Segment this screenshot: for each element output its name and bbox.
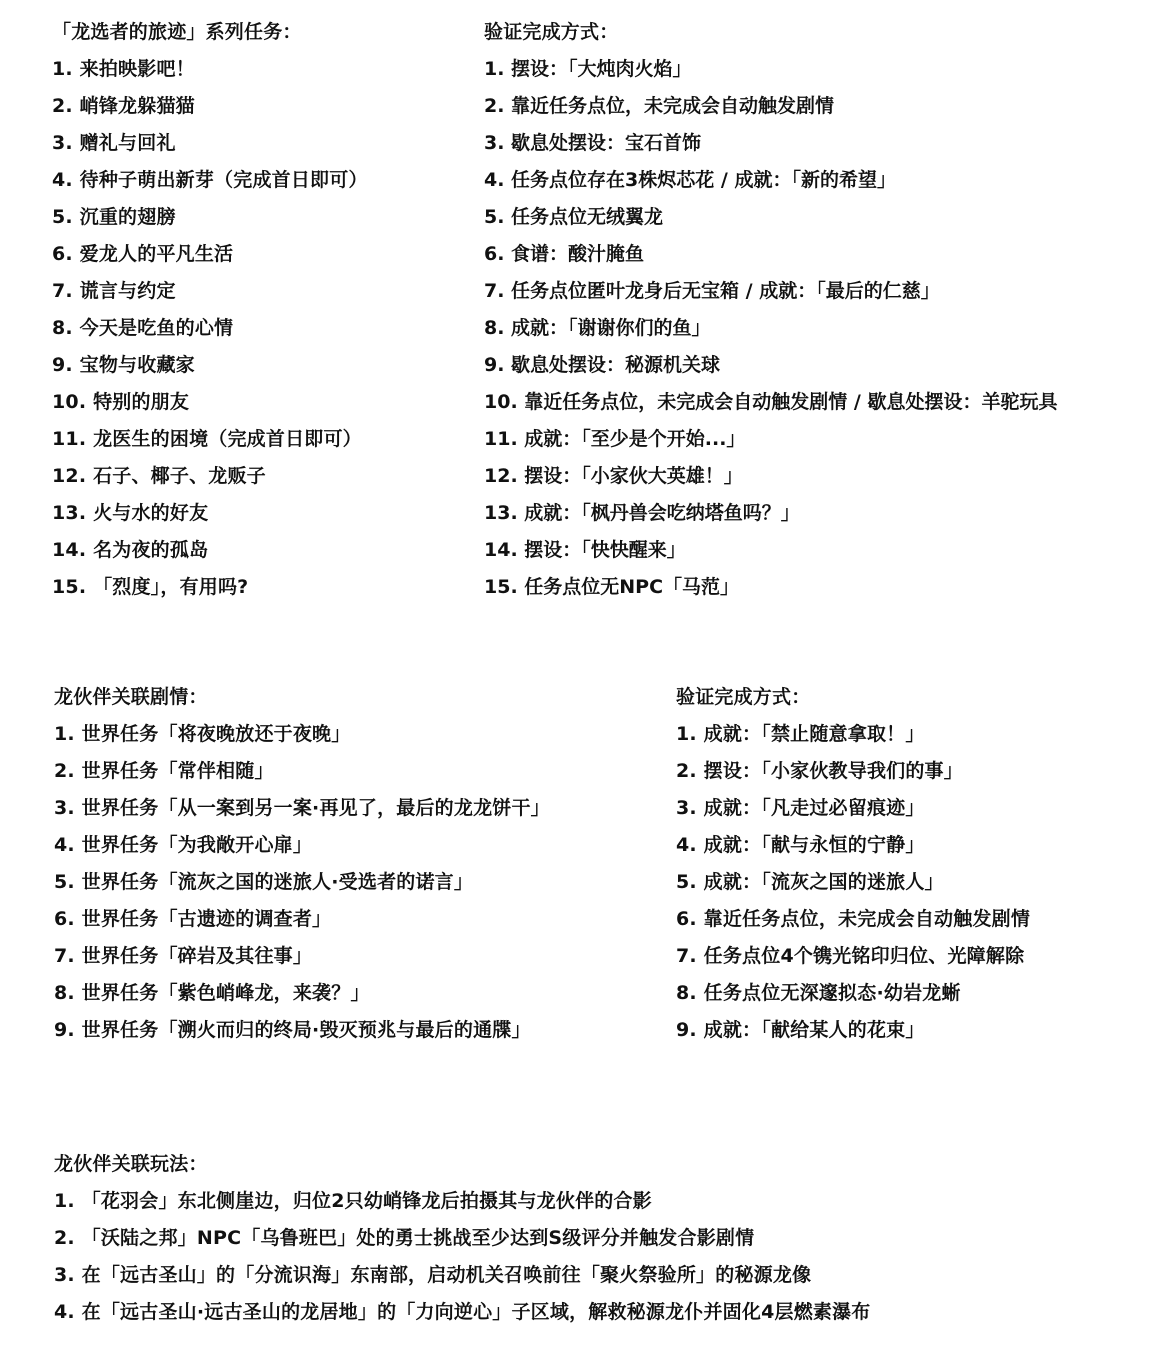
companion-gameplay-title: 龙伙伴关联玩法：	[54, 1153, 208, 1175]
list-item: 12. 摆设：「小家伙大英雄！」	[484, 465, 743, 487]
list-item: 3. 歇息处摆设：宝石首饰	[484, 132, 702, 154]
quest-series-section	[52, 14, 368, 606]
list-item: 3. 赠礼与回礼	[52, 132, 176, 154]
list-item: 15. 任务点位无NPC「马范」	[484, 576, 740, 598]
story-verify-section	[676, 679, 1030, 1049]
list-item: 5. 沉重的翅膀	[52, 206, 176, 228]
list-item: 1. 世界任务「将夜晚放还于夜晚」	[54, 723, 351, 745]
list-item: 6. 食谱：酸汁腌鱼	[484, 243, 645, 265]
list-item: 1. 「花羽会」东北侧崖边，归位2只幼峭锋龙后拍摄其与龙伙伴的合影	[54, 1190, 652, 1212]
list-item: 9. 世界任务「溯火而归的终局·毁灭预兆与最后的通牒」	[54, 1019, 531, 1041]
list-item: 8. 今天是吃鱼的心情	[52, 317, 234, 339]
list-item: 3. 成就：「凡走过必留痕迹」	[676, 797, 925, 819]
list-item: 10. 特别的朋友	[52, 391, 190, 413]
companion-story-section	[54, 679, 550, 1049]
list-item: 8. 任务点位无深邃拟态·幼岩龙蜥	[676, 982, 961, 1004]
list-item: 3. 世界任务「从一案到另一案·再见了，最后的龙龙饼干」	[54, 797, 550, 819]
list-item: 6. 靠近任务点位，未完成会自动触发剧情	[676, 908, 1031, 930]
quest-series-title: 「龙选者的旅迹」系列任务：	[52, 21, 302, 43]
list-item: 7. 世界任务「碎岩及其往事」	[54, 945, 313, 967]
list-item: 13. 成就：「枫丹兽会吃纳塔鱼吗？」	[484, 502, 800, 524]
list-item: 2. 靠近任务点位，未完成会自动触发剧情	[484, 95, 835, 117]
list-item: 2. 世界任务「常伴相随」	[54, 760, 274, 782]
companion-story-title: 龙伙伴关联剧情：	[54, 686, 208, 708]
list-item: 9. 歇息处摆设：秘源机关球	[484, 354, 721, 376]
companion-gameplay-list	[54, 1183, 871, 1331]
list-item: 8. 世界任务「紫色峭峰龙，来袭？」	[54, 982, 370, 1004]
list-item: 6. 世界任务「古遗迹的调查者」	[54, 908, 332, 930]
list-item: 5. 世界任务「流灰之国的迷旅人·受选者的诺言」	[54, 871, 474, 893]
list-item: 1. 摆设：「大炖肉火焰」	[484, 58, 692, 80]
quest-verify-title: 验证完成方式：	[484, 21, 619, 43]
quest-verify-list	[484, 51, 1057, 606]
list-item: 4. 成就：「献与永恒的宁静」	[676, 834, 925, 856]
story-verify-list	[676, 716, 1030, 1049]
companion-story-list	[54, 716, 550, 1049]
story-verify-title: 验证完成方式：	[676, 686, 811, 708]
list-item: 5. 成就：「流灰之国的迷旅人」	[676, 871, 944, 893]
list-item: 4. 待种子萌出新芽（完成首日即可）	[52, 169, 368, 191]
list-item: 9. 成就：「献给某人的花束」	[676, 1019, 925, 1041]
list-item: 13. 火与水的好友	[52, 502, 209, 524]
list-item: 14. 名为夜的孤岛	[52, 539, 209, 561]
list-item: 14. 摆设：「快快醒来」	[484, 539, 686, 561]
list-item: 4. 世界任务「为我敞开心扉」	[54, 834, 313, 856]
companion-gameplay-section	[54, 1146, 871, 1331]
list-item: 7. 任务点位匿叶龙身后无宝箱 / 成就：「最后的仁慈」	[484, 280, 940, 302]
list-item: 7. 谎言与约定	[52, 280, 176, 302]
list-item: 10. 靠近任务点位，未完成会自动触发剧情 / 歇息处摆设：羊驼玩具	[484, 391, 1058, 413]
list-item: 4. 在「远古圣山·远古圣山的龙居地」的「力向逆心」子区域，解救秘源龙仆并固化4层燃素瀑布	[54, 1301, 871, 1323]
list-item: 9. 宝物与收藏家	[52, 354, 195, 376]
list-item: 7. 任务点位4个镌光铭印归位、光障解除	[676, 945, 1025, 967]
list-item: 5. 任务点位无绒翼龙	[484, 206, 664, 228]
list-item: 8. 成就：「谢谢你们的鱼」	[484, 317, 711, 339]
list-item: 1. 来拍映影吧！	[52, 58, 195, 80]
list-item: 12. 石子、椰子、龙贩子	[52, 465, 266, 487]
list-item: 1. 成就：「禁止随意拿取！」	[676, 723, 925, 745]
list-item: 6. 爱龙人的平凡生活	[52, 243, 234, 265]
list-item: 3. 在「远古圣山」的「分流识海」东南部，启动机关召唤前往「聚火祭验所」的秘源龙像	[54, 1264, 812, 1286]
list-item: 2. 摆设：「小家伙教导我们的事」	[676, 760, 963, 782]
list-item: 4. 任务点位存在3株烬芯花 / 成就：「新的希望」	[484, 169, 896, 191]
list-item: 2. 「沃陆之邦」NPC「乌鲁班巴」处的勇士挑战至少达到S级评分并触发合影剧情	[54, 1227, 755, 1249]
list-item: 11. 成就：「至少是个开始...」	[484, 428, 746, 450]
quest-verify-section	[484, 14, 1057, 606]
list-item: 2. 峭锋龙躲猫猫	[52, 95, 195, 117]
quest-series-list	[52, 51, 368, 606]
list-item: 15. 「烈度」，有用吗?	[52, 576, 249, 598]
list-item: 11. 龙医生的困境（完成首日即可）	[52, 428, 362, 450]
